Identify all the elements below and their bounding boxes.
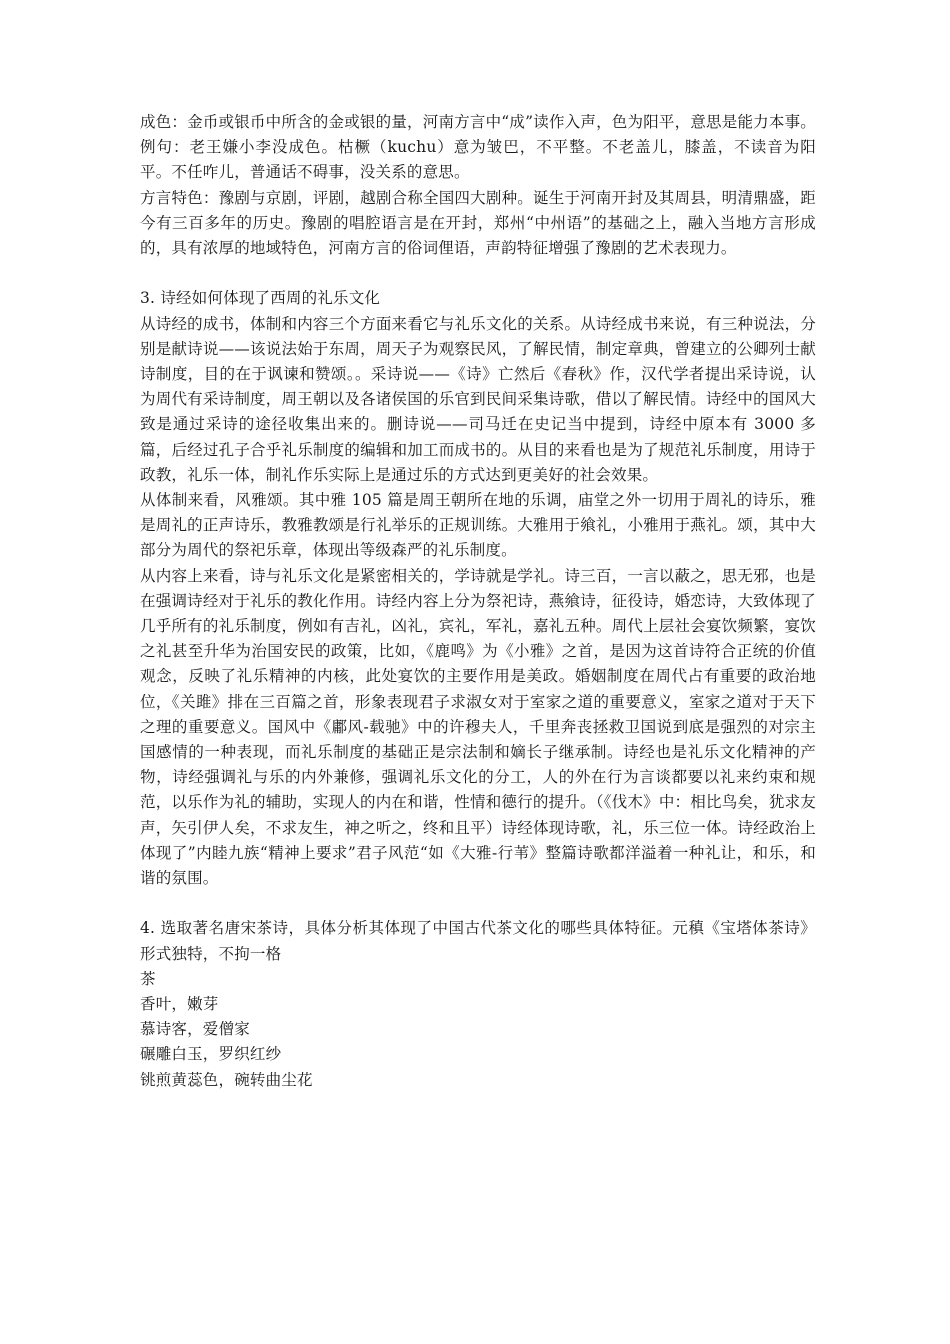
blank-line [140, 891, 816, 916]
document-page [140, 110, 816, 1093]
paragraph-shijing-content: 从内容上来看，诗与礼乐文化是紧密相关的，学诗就是学礼。诗三百，一言以蔽之，思无邪，也是在强调诗经对于礼乐的教化作用。诗经内容上分为祭祀诗，燕飨诗，征役诗，婚恋诗，大致体现了几乎所有的礼乐制度，例如有吉礼，凶礼，宾礼，军礼，嘉礼五种。周代上层社会宴饮频繁，宴饮之礼甚至升华为治国安民的政策，比如，《鹿鸣》为《小雅》之首，是因为这首诗符合正统的价值观念，反映了礼乐精神的内核，此处宴饮的主要作用是美政。婚姻制度在周代占有重要的政治地位，《关雎》排在三百篇之首，形象表现君子求淑女对于室家之道的重要意义，室家之道对于天下之理的重要意义。国风中《鄘风-载驰》中的许穆夫人，千里奔丧拯救卫国说到底是强烈的对宗主国感情的一种表现，而礼乐制度的基础正是宗法制和嫡长子继承制。诗经也是礼乐文化精神的产物，诗经强调礼与乐的内外兼修，强调礼乐文化的分工，人的外在行为言谈都要以礼来约束和规范，以乐作为礼的辅助，实现人的内在和谐，性情和德行的提升。（《伐木》中：相比鸟矣，犹求友声，矢引伊人矣，不求友生，神之听之，终和且平）诗经体现诗歌，礼，乐三位一体。诗经政治上体现了”内睦九族“精神上要求”君子风范“如《大雅-行苇》整篇诗歌都洋溢着一种礼让，和乐，和谐的氛围。 [140, 566, 816, 888]
poem-line: 茶 [140, 969, 156, 988]
paragraph-shijing-origin: 从诗经的成书，体制和内容三个方面来看它与礼乐文化的关系。从诗经成书来说，有三种说法，分别是献诗说——该说法始于东周，周天子为观察民风，了解民情，制定章典，曾建立的公卿列士献诗制度，目的在于讽谏和赞颂。。采诗说——《诗》亡然后《春秋》作，汉代学者提出采诗说，认为周代有采诗制度，周王朝以及各诸侯国的乐官到民间采集诗歌，借以了解民情。诗经中的国风大致是通过采诗的途径收集出来的。删诗说——司马迁在史记当中提到，诗经中原本有 3000 多篇，后经过孔子合乎礼乐制度的编辑和加工而成书的。从目的来看也是为了规范礼乐制度，用诗于政教，礼乐一体，制礼作乐实际上是通过乐的方式达到更美好的社会效果。 [140, 314, 816, 484]
poem-line: 碾雕白玉，罗织红纱 [140, 1045, 282, 1064]
section-3-heading: 3. 诗经如何体现了西周的礼乐文化 [140, 289, 381, 308]
paragraph-shijing-structure: 从体制来看，风雅颂。其中雅 105 篇是周王朝所在地的乐调，庙堂之外一切用于周礼的诗乐，雅是周礼的正声诗乐，教雅教颂是行礼举乐的正规训练。大雅用于飨礼，小雅用于燕礼。颂，其中大部分为周代的祭祀乐章，体现出等级森严的礼乐制度。 [140, 491, 816, 560]
tea-poem [140, 967, 816, 1093]
paragraph-dialect-features: 方言特色：豫剧与京剧，评剧，越剧合称全国四大剧种。诞生于河南开封及其周县，明清鼎盛，距今有三百多年的历史。豫剧的唱腔语言是在开封，郑州“中州语”的基础之上，融入当地方言形成的，具有浓厚的地域特色，河南方言的俗词俚语，声韵特征增强了豫剧的艺术表现力。 [140, 188, 816, 258]
section-4-heading: 4. 选取著名唐宋茶诗，具体分析其体现了中国古代茶文化的哪些具体特征。元稹《宝塔体茶诗》形式独特，不拘一格 [140, 919, 816, 963]
paragraph-chengse-definition: 成色：金币或银币中所含的金或银的量，河南方言中“成”读作入声，色为阳平，意思是能力本事。例句：老王嫌小李没成色。枯橛（kuchu）意为皱巴，不平整。不老盖儿，膝盖，不读音为阳平。不任咋儿，普通话不碍事，没关系的意思。 [140, 113, 816, 182]
blank-line [140, 261, 816, 286]
poem-line: 慕诗客，爱僧家 [140, 1020, 250, 1039]
poem-line: 铫煎黄蕊色，碗转曲尘花 [140, 1070, 313, 1089]
poem-line: 香叶，嫩芽 [140, 995, 219, 1014]
